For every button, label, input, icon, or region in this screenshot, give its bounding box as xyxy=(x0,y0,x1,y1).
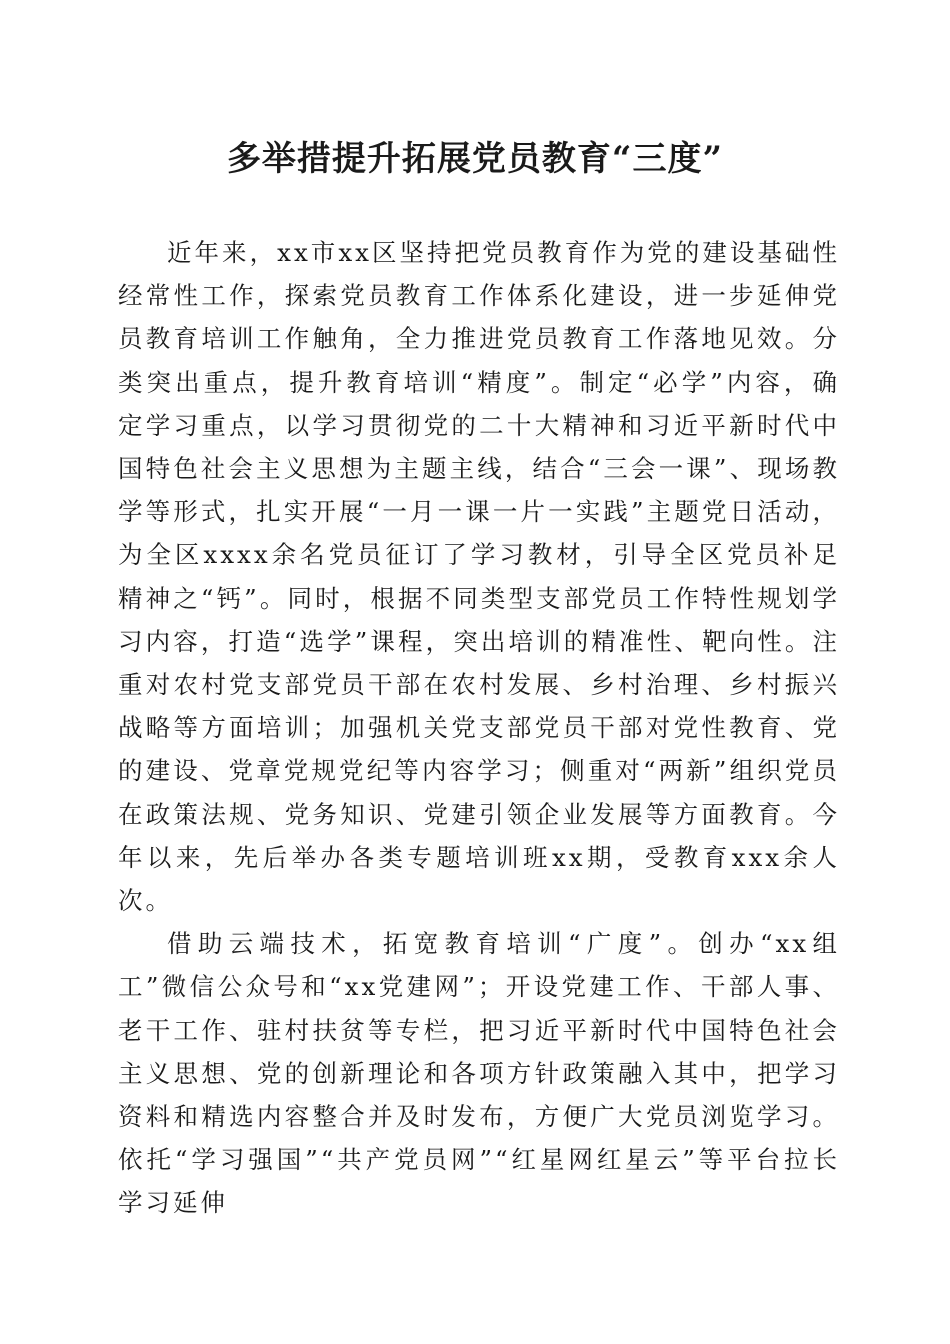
document-body xyxy=(118,231,840,1225)
paragraph-1: 近年来，xx市xx区坚持把党员教育作为党的建设基础性经常性工作，探索党员教育工作体系化建设，进一步延伸党员教育培训工作触角，全力推进党员教育工作落地见效。分类突出重点，提升教育培训“精度”。制定“必学”内容，确定学习重点，以学习贯彻党的二十大精神和习近平新时代中国特色社会主义思想为主题主线，结合“三会一课”、现场教学等形式，扎实开展“一月一课一片一实践”主题党日活动，为全区xxxx余名党员征订了学习教材，引导全区党员补足精神之“钙”。同时，根据不同类型支部党员工作特性规划学习内容，打造“选学”课程，突出培训的精准性、靶向性。注重对农村党支部党员干部在农村发展、乡村治理、乡村振兴战略等方面培训；加强机关党支部党员干部对党性教育、党的建设、党章党规党纪等内容学习；侧重对“两新”组织党员在政策法规、党务知识、党建引领企业发展等方面教育。今年以来，先后举办各类专题培训班xx期，受教育xxx余人次。 xyxy=(118,238,840,916)
document-title: 多举措提升拓展党员教育“三度” xyxy=(226,139,724,179)
paragraph-2: 借助云端技术，拓宽教育培训“广度”。创办“xx组工”微信公众号和“xx党建网”；开设党建工作、干部人事、老干工作、驻村扶贫等专栏，把习近平新时代中国特色社会主义思想、党的创新理论和各项方针政策融入其中，把学习资料和精选内容整合并及时发布，方便广大党员浏览学习。依托“学习强国”“共产党员网”“红星网红星云”等平台拉长学习延伸 xyxy=(118,929,840,1218)
